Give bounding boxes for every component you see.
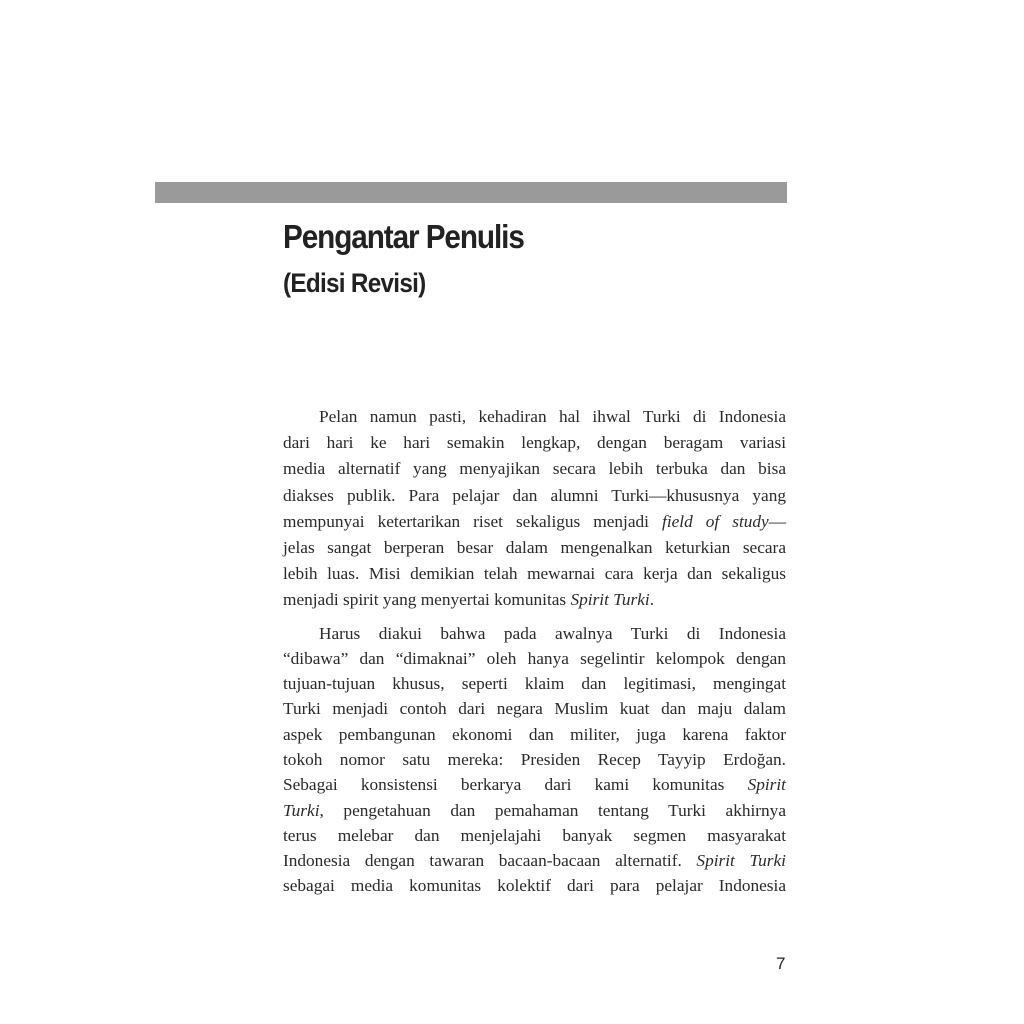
text-line [283,722,786,747]
text-line [283,671,786,696]
body-text [283,404,786,906]
chapter-subtitle: (Edisi Revisi) [283,268,426,298]
text-line [283,823,786,848]
italic-text: Spirit [747,775,786,795]
text-line [283,456,786,482]
text-segment: — [768,511,786,531]
text-segment: Pelan namun pasti, kehadiran hal ihwal Turki di Indonesia [319,407,786,426]
text-segment: , pengetahuan dan pemahaman tentang Turki akhirnya [319,800,786,820]
chapter-header-bar [155,182,787,203]
text-line [283,646,786,671]
text-line [283,798,786,823]
text-line [283,561,786,587]
text-line [283,509,786,535]
text-line [283,772,786,797]
text-line [283,404,786,430]
text-segment: Turki menjadi contoh dari negara Muslim kuat dan maju dalam [283,699,786,719]
italic-text: Spirit Turki [570,590,650,610]
italic-text: Spirit Turki [696,851,786,871]
text-segment: sebagai media komunitas kolektif dari para pelajar Indonesia [283,876,786,896]
text-segment: Harus diakui bahwa pada awalnya Turki di Indonesia [319,623,786,643]
text-segment: diakses publik. Para pelajar dan alumni Turki—khususnya yang [283,485,786,505]
page-number: 7 [776,954,786,973]
text-segment: Sebagai konsistensi berkarya dari kami komunitas [283,775,748,795]
text-line [283,848,786,873]
paragraph [283,404,786,614]
text-line [283,747,786,772]
text-segment: aspek pembangunan ekonomi dan militer, juga karena faktor [283,724,786,744]
chapter-title: Pengantar Penulis [283,218,524,255]
text-segment: dari hari ke hari semakin lengkap, dengan beragam variasi [283,433,786,453]
text-line [283,535,786,561]
text-segment: “dibawa” dan “dimaknai” oleh hanya segelintir kelompok dengan [283,648,786,668]
text-segment: tujuan-tujuan khusus, seperti klaim dan legitimasi, mengingat [283,674,786,694]
text-segment: tokoh nomor satu mereka: Presiden Recep Tayyip Erdoğan. [283,749,786,769]
italic-text: field of study [662,511,769,531]
paragraph [283,621,786,899]
text-segment: jelas sangat berperan besar dalam mengenalkan keturkian secara [283,537,786,557]
text-segment: terus melebar dan menjelajahi banyak segmen masyarakat [283,825,786,845]
italic-text: Turki [283,800,320,820]
text-line [283,621,786,646]
text-line [283,587,786,613]
text-segment: . [649,590,655,610]
text-segment: Indonesia dengan tawaran bacaan-bacaan alternatif. [283,851,697,871]
text-segment: menjadi spirit yang menyertai komunitas [283,590,571,610]
text-line [283,696,786,721]
text-line [283,873,786,898]
text-line [283,430,786,456]
text-segment: mempunyai ketertarikan riset sekaligus menjadi [283,511,663,531]
text-segment: lebih luas. Misi demikian telah mewarnai cara kerja dan sekaligus [283,564,786,584]
text-line [283,483,786,509]
text-segment: media alternatif yang menyajikan secara lebih terbuka dan bisa [283,459,786,479]
